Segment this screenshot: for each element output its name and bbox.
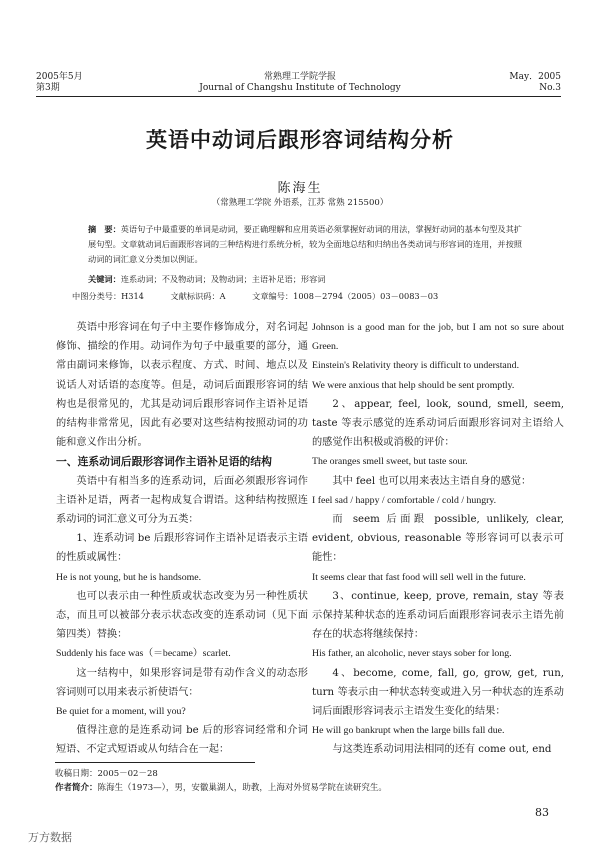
header-right [460, 72, 561, 94]
header-issue-en: No.3 [539, 83, 561, 93]
classification-line [72, 291, 462, 302]
example-sentence: His father, an alcoholic, never stays sober for long. [312, 648, 512, 660]
header-rule [36, 96, 561, 97]
watermark: 万方数据 [28, 831, 72, 844]
left-column [56, 318, 308, 760]
example-sentence: It seems clear that fast food will sell well in the future. [312, 571, 526, 583]
journal-name-cn: 常熟理工学院学报 [263, 72, 336, 82]
example-sentence: Johnson is a good man for the job, but I am not so sure about Green. [312, 322, 564, 353]
journal-name-en: Journal of Changshu Institute of Technology [199, 83, 401, 93]
abstract [88, 222, 524, 267]
keywords-label: 关键词： [88, 274, 121, 284]
intro-paragraph: 英语中形容词在句子中主要作修饰成分，对名词起修饰、描绘的作用。动词作为句子中最重要的部分，通常由副词来修饰，以表示程度、方式、时间、地点以及说话人对话语的态度等。但是，动词后面跟形容词的结构也是很常见的，尤其是动词后跟形容词作主语补足语的结构非常常见，因此有必要对这些结构按照动词的功能和意义作出分析。 [56, 322, 308, 449]
header-left [36, 72, 83, 94]
author-bio-text: 陈海生（1973—），男，安徽巢湖人，助教，上海对外贸易学院在读研究生。 [97, 783, 387, 793]
keywords-text: 连系动词；不及物动词；及物动词；主语补足语；形容词 [120, 274, 326, 284]
paragraph: 1、连系动词 be 后跟形容词作主语补足语表示主语的性质或属性： [56, 533, 308, 564]
paragraph: 3、continue, keep, prove, remain, stay 等表示保持某种状态的连系动词后面跟形容词表示主语先前存在的状态将继续保持： [312, 590, 564, 641]
received-date: 收稿日期：2005－02－28 [55, 769, 158, 779]
example-sentence: We were anxious that help should be sent promptly. [312, 379, 515, 391]
right-column [312, 318, 564, 760]
author-bio [55, 782, 387, 795]
paragraph: 这一结构中，如果形容词是带有动作含义的动态形容词则可以用来表示祈使语气： [56, 667, 308, 698]
header-center [150, 72, 450, 94]
header-issue: 第3期 [36, 83, 60, 93]
example-sentence: Suddenly his face was（＝became）scarlet. [56, 648, 231, 660]
author-bio-label: 作者简介： [55, 783, 98, 793]
section-heading-1: 一、连系动词后跟形容词作主语补足语的结构 [56, 455, 272, 469]
example-sentence: The oranges smell sweet, but taste sour. [312, 456, 468, 468]
paper-title: 英语中动词后跟形容词结构分析 [146, 127, 454, 152]
author-name: 陈海生 [277, 181, 323, 196]
doc-code: 文献标识码：A [170, 291, 226, 301]
header-date: 2005年5月 [36, 72, 83, 82]
example-sentence: I feel sad / happy / comfortable / cold / hungry. [312, 494, 497, 506]
footnote-rule [55, 762, 255, 763]
article-number: 文章编号：1008－2794（2005）03－0083－03 [252, 291, 439, 301]
abstract-text: 英语句子中最重要的单词是动词，要正确理解和应用英语必须掌握好动词的用法，掌握好动词的基本句型及其扩展句型。文章就动词后面跟形容词的三种结构进行系统分析，较为全面地总结和归纳出各类动词与形容词的连用，并按照动词的词汇意义分类加以例证。 [88, 224, 522, 264]
example-sentence: Be quiet for a moment, will you? [56, 706, 186, 718]
paragraph: 也可以表示由一种性质或状态改变为另一种性质状态，而且可以被部分表示状态改变的连系动词（见下面第四类）替换： [56, 590, 308, 641]
page-number: 83 [535, 806, 549, 819]
paragraph: 2、appear, feel, look, sound, smell, seem, taste 等表示感觉的连系动词后面跟形容词对主语给人的感觉作出积极或消极的评价： [312, 398, 564, 449]
paragraph: 英语中有相当多的连系动词，后面必须跟形容词作主语补足语，两者一起构成复合谓语。这种结构按照连系动词的词汇意义可分为五类： [56, 475, 308, 526]
clc-number: 中图分类号：H314 [72, 291, 144, 301]
paragraph: 与这类连系动词用法相同的还有 come out, end [332, 744, 552, 756]
example-sentence: He will go bankrupt when the large bills fall due. [312, 725, 505, 737]
author-affiliation: （常熟理工学院 外语系，江苏 常熟 215500） [211, 198, 389, 208]
paragraph: 值得注意的是连系动词 be 后的形容词经常和介词短语、不定式短语或从句结合在一起： [56, 725, 308, 756]
header-date-en: May．2005 [509, 72, 561, 82]
example-sentence: He is not young, but he is handsome. [56, 571, 202, 583]
paragraph: 4、become, come, fall, go, grow, get, run, turn 等表示由一种状态转变或进入另一种状态的连系动词后面跟形容词表示主语发生变化的结果： [312, 667, 564, 718]
paragraph: 而 seem 后面跟 possible, unlikely, clear, evident, obvious, reasonable 等形容词可以表示可能性： [312, 514, 564, 564]
abstract-label: 摘 要： [88, 224, 121, 234]
example-sentence: Einstein's Relativity theory is difficult to understand. [312, 360, 520, 372]
paragraph: 其中 feel 也可以用来表达主语自身的感觉： [332, 475, 532, 487]
keywords [88, 272, 524, 287]
